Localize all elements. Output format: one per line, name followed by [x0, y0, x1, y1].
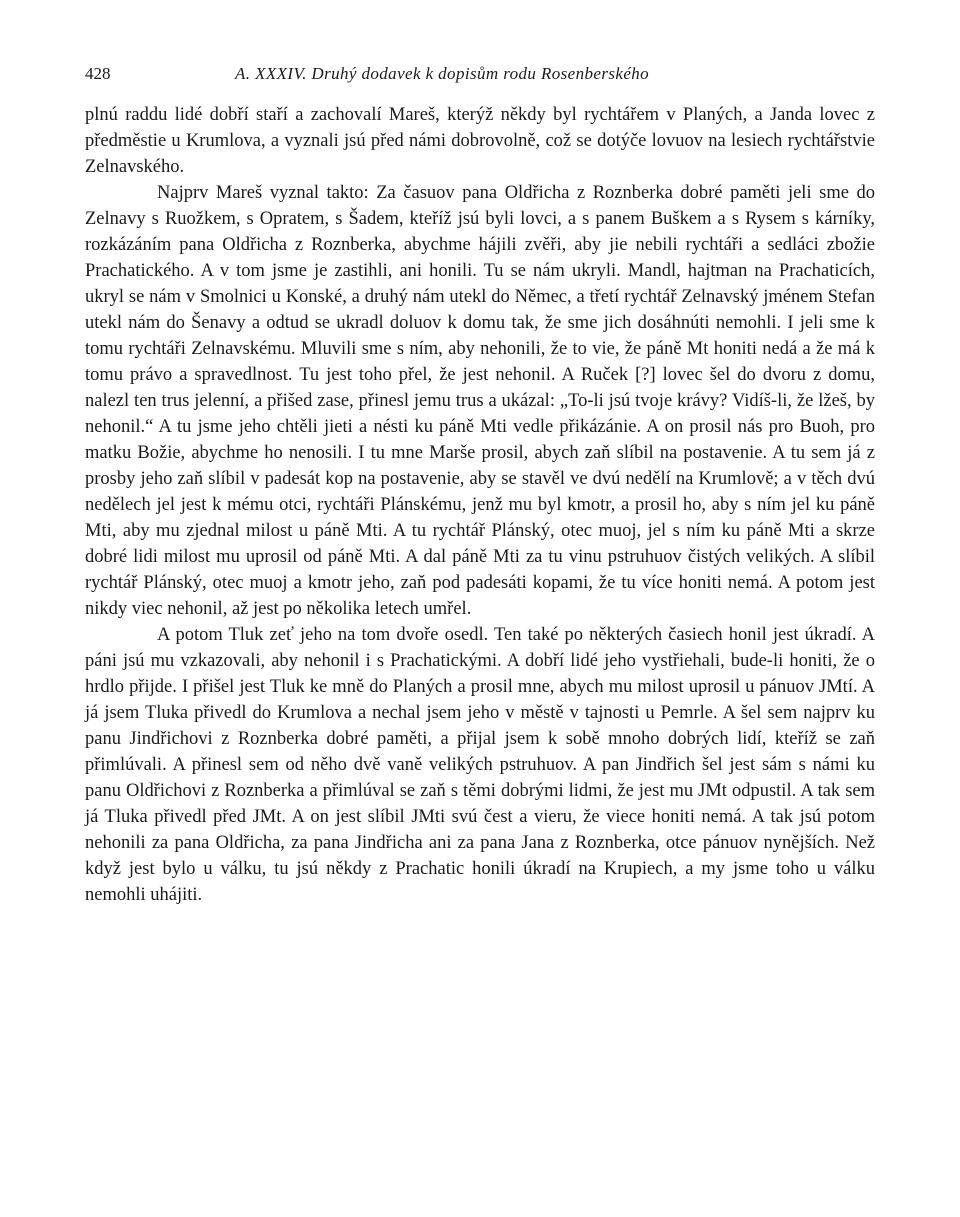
body-text [85, 102, 875, 908]
page-number: 428 [85, 64, 111, 83]
paragraph: A potom Tluk zeť jeho na tom dvoře osedl. Ten také po některých časiech honil jest úkradí. A páni jsú mu vzkazovali, aby nehonil i s Prachatickými. A dobří lidé jeho vystřiehali, bude-li honiti, že o hrdlo přijde. I přišel jest Tluk ke mně do Planých a prosil mne, abych mu milost uprosil u pánuov JMtí. A já jsem Tluka přivedl do Krumlova a nechal jsem jeho v městě v tajnosti u Pemrle. A šel sem najprv ku panu Jindřichovi z Roznberka dobré paměti, a přijal jsem k sobě mnoho dobrých lidí, kteříž se zaň přimlúvali. A přinesl sem od něho dvě vaně velikých pstruhuov. A pan Jindřich šel jest sám s námi ku panu Oldřichovi z Roznberka a přimlúval se zaň s těmi dobrými lidmi, že jest mu JMt odpustil. A tak sem já Tluka přivedl před JMt. A on jest slíbil JMti svú čest a vieru, že viece honiti nemá. A tak jsú potom nehonili za pana Oldřicha, za pana Jindřicha ani za pana Jana z Roznberka, otce pánuov nynějších. Než když jest bylo u válku, tu jsú někdy z Prachatic honili úkradí na Krupiech, a my jsme toho u válku nemohli uhájiti. [85, 625, 875, 905]
running-header [85, 56, 875, 92]
paragraph: Najprv Mareš vyznal takto: Za časuov pana Oldřicha z Roznberka dobré paměti jeli sme do Zelnavy s Ruožkem, s Opratem, s Šadem, kteříž jsú byli lovci, a s panem Buškem a s Rysem s kárníky, rozkázáním pana Oldřicha z Roznberka, abychme hájili zvěři, aby jie nebili rychtáři a sedláci zbožie Prachatického. A v tom jsme je zastihli, ani honili. Tu se nám ukryli. Mandl, hajtman na Prachaticích, ukryl se nám v Smolnici u Konské, a druhý nám utekl do Němec, a třetí rychtář Zelnavský jménem Stefan utekl nám do Šenavy a odtud se ukradl doluov k domu tak, že sme jich dosáhnúti nemohli. I jeli sme k tomu rychtáři Zelnavskému. Mluvili sme s ním, aby nehonili, že to vie, že páně Mt honiti nedá a že má k tomu právo a spravedlnost. Tu jest toho přel, že jest nehonil. A Ruček [?] lovec šel do dvoru z domu, nalezl ten trus jelenní, a přišed zase, přinesl jemu trus a ukázal: „To-li jsú tvoje krávy? Vidíš-li, že lžeš, by nehonil.“ A tu jsme jeho chtěli jieti a nésti ku páně Mti vedle přikázánie. A on prosil nás pro Buoh, pro matku Božie, abychme ho nenosili. I tu mne Marše prosil, abych zaň slíbil na postavenie. A tu sem já z prosby jeho zaň slíbil v padesát kop na postavenie, aby se stavěl ve dvú nedělí na Krumlově; a v těch dvú nedělech jel jest k mému otci, rychtáři Plánskému, jenž mu byl kmotr, a prosil ho, aby s ním jel ku páně Mti, aby mu zjednal milost u páně Mti. A tu rychtář Plánský, otec muoj, jel s ním ku páně Mti a skrze dobré lidi milost mu uprosil od páně Mti. A dal páně Mti za tu vinu pstruhuov čistých velikých. A slíbil rychtář Plánský, otec muoj a kmotr jeho, zaň pod padesáti kopami, že tu více honiti nemá. A potom jest nikdy viec nehonil, až jest po několika letech umřel. [85, 183, 875, 619]
running-title: A. XXXIV. Druhý dodavek k dopisům rodu Rosenberského [235, 64, 650, 83]
paragraph: plnú raddu lidé dobří staří a zachovalí Mareš, kterýž někdy byl rychtářem v Planých, a Janda lovec z předměstie u Krumlova, a vyznali jsú před námi dobrovolně, což se dotýče lovuov na lesiech rychtářstvie Zelnavského. [85, 105, 875, 177]
book-page [85, 56, 875, 908]
